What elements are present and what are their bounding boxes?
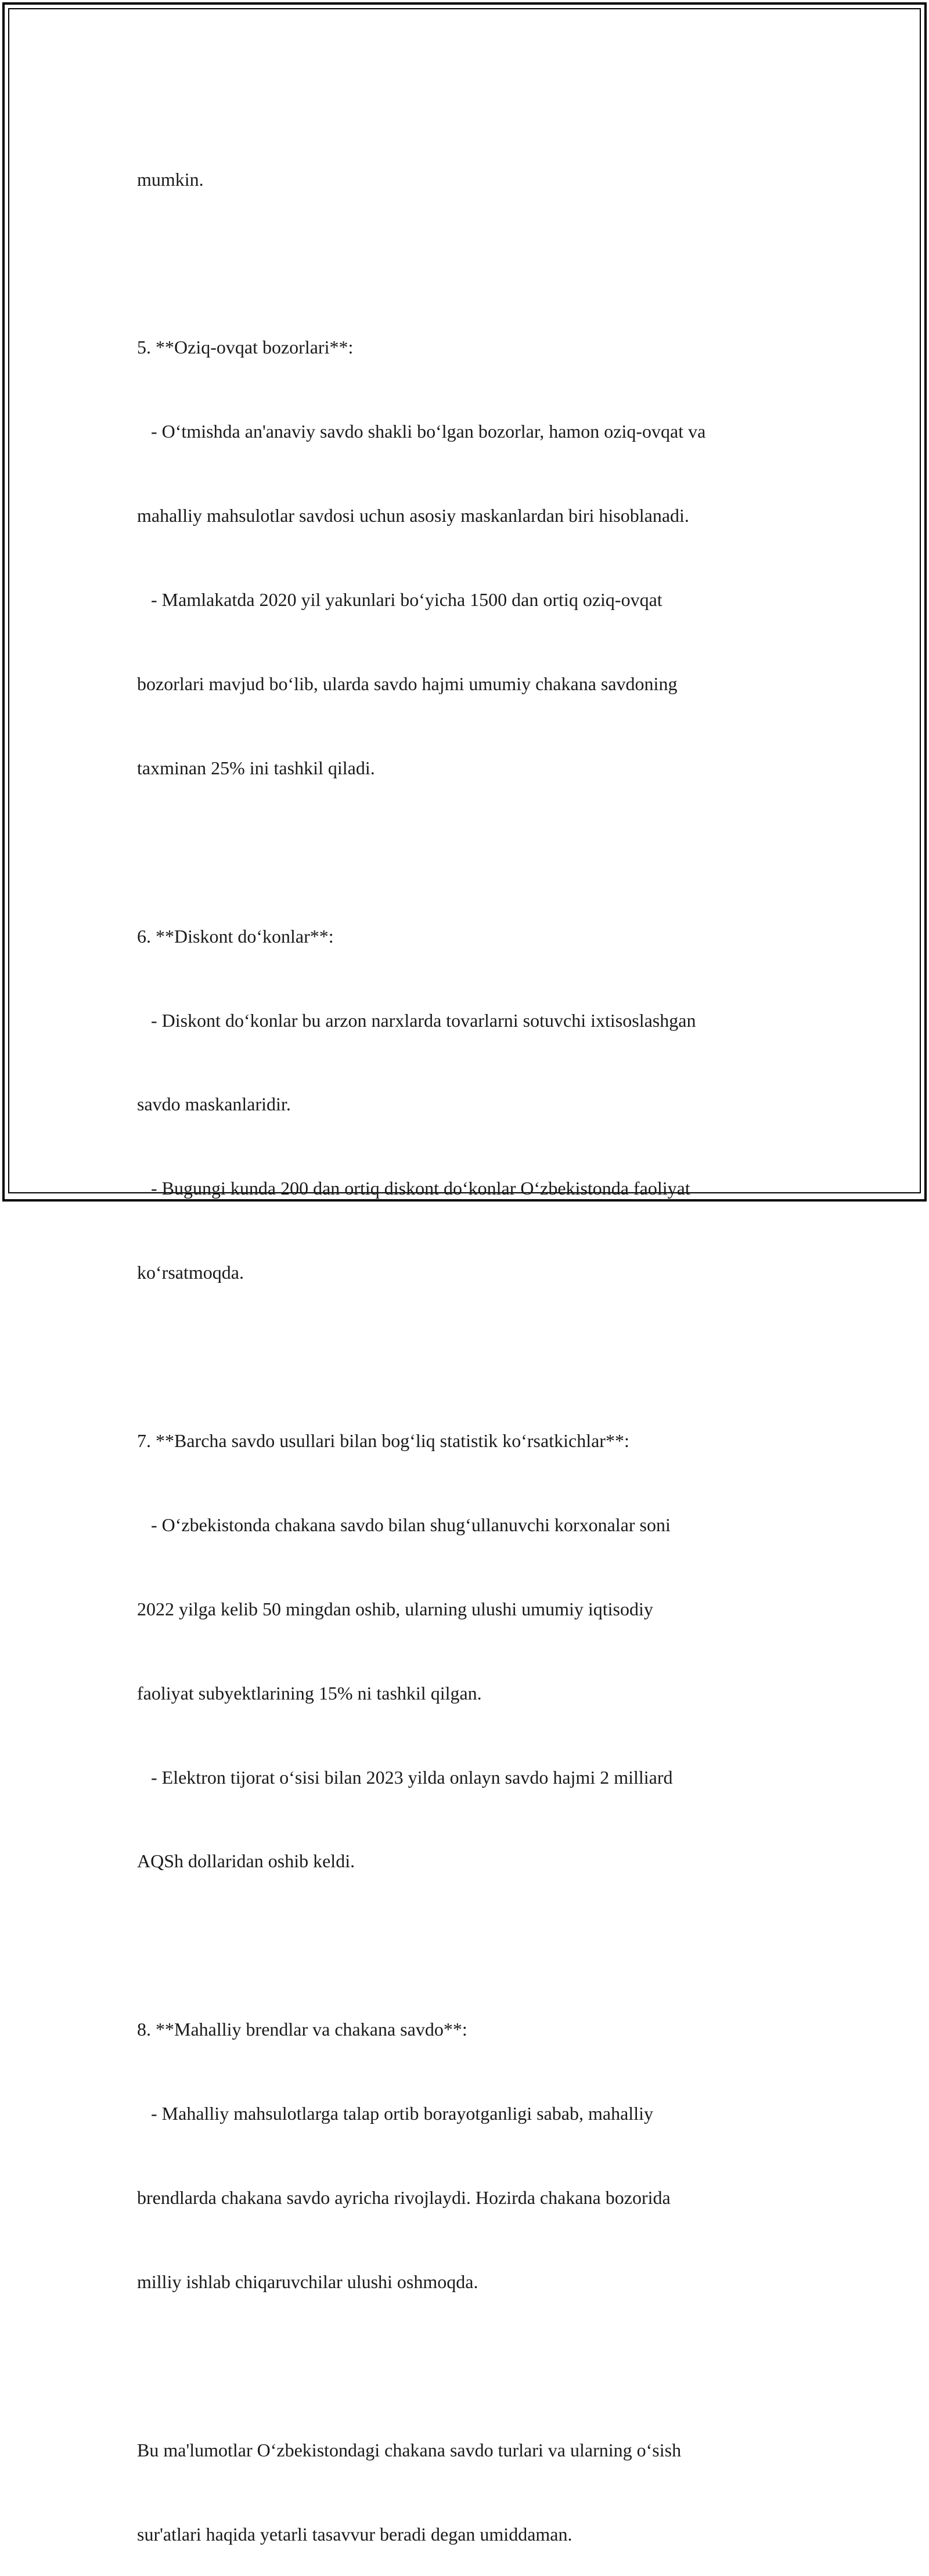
blank-line [137, 838, 799, 866]
text-line: faoliyat subyektlarining 15% ni tashkil qilgan. [137, 1682, 482, 1704]
section-heading-6: 6. **Diskont do‘konlar**: [137, 925, 334, 947]
text-line: mumkin. [137, 168, 204, 190]
text-line: - Elektron tijorat o‘sisi bilan 2023 yilda onlayn savdo hajmi 2 milliard [137, 1766, 673, 1788]
text-line: - O‘tmishda an'anaviy savdo shakli bo‘lgan bozorlar, hamon oziq-ovqat va [137, 421, 706, 442]
text-line: - Mahalliy mahsulotlarga talap ortib borayotganligi sabab, mahalliy [137, 2103, 653, 2124]
text-line: bozorlari mavjud bo‘lib, ularda savdo hajmi umumiy chakana savdoning [137, 673, 678, 694]
section-heading-8: 8. **Mahalliy brendlar va chakana savdo**: [137, 2019, 467, 2040]
text-line: - Mamlakatda 2020 yil yakunlari bo‘yicha 1500 dan ortiq oziq-ovqat [137, 589, 662, 611]
text-line: ko‘rsatmoqda. [137, 1262, 244, 1283]
text-line: AQSh dollaridan oshib keldi. [137, 1850, 355, 1872]
document-body [137, 109, 799, 2576]
section-heading-7: 7. **Barcha savdo usullari bilan bog‘liq statistik ko‘rsatkichlar**: [137, 1430, 629, 1451]
closing-paragraph-line: Bu ma'lumotlar O‘zbekistondagi chakana savdo turlari va ularning o‘sish [137, 2439, 682, 2460]
text-line: milliy ishlab chiqaruvchilar ulushi oshmoqda. [137, 2271, 478, 2292]
blank-line [137, 1931, 799, 1959]
blank-line [137, 249, 799, 277]
text-line: brendlarda chakana savdo ayricha rivojlaydi. Hozirda chakana bozorida [137, 2187, 671, 2208]
blank-line [137, 2352, 799, 2380]
text-line: - Bugungi kunda 200 dan ortiq diskont do‘konlar O‘zbekistonda faoliyat [137, 1178, 690, 1199]
text-line: - Diskont do‘konlar bu arzon narxlarda tovarlarni sotuvchi ixtisoslashgan [137, 1009, 696, 1031]
text-line: mahalliy mahsulotlar savdosi uchun asosiy maskanlardan biri hisoblanadi. [137, 505, 689, 526]
closing-paragraph-line: sur'atlari haqida yetarli tasavvur beradi degan umiddaman. [137, 2523, 572, 2545]
blank-line [137, 1343, 799, 1370]
section-heading-5: 5. **Oziq-ovqat bozorlari**: [137, 337, 354, 358]
text-line: savdo maskanlaridir. [137, 1094, 291, 1115]
text-line: taxminan 25% ini tashkil qiladi. [137, 757, 375, 778]
text-line: - O‘zbekistonda chakana savdo bilan shug‘ullanuvchi korxonalar soni [137, 1514, 671, 1535]
text-line: 2022 yilga kelib 50 mingdan oshib, ularning ulushi umumiy iqtisodiy [137, 1598, 653, 1619]
